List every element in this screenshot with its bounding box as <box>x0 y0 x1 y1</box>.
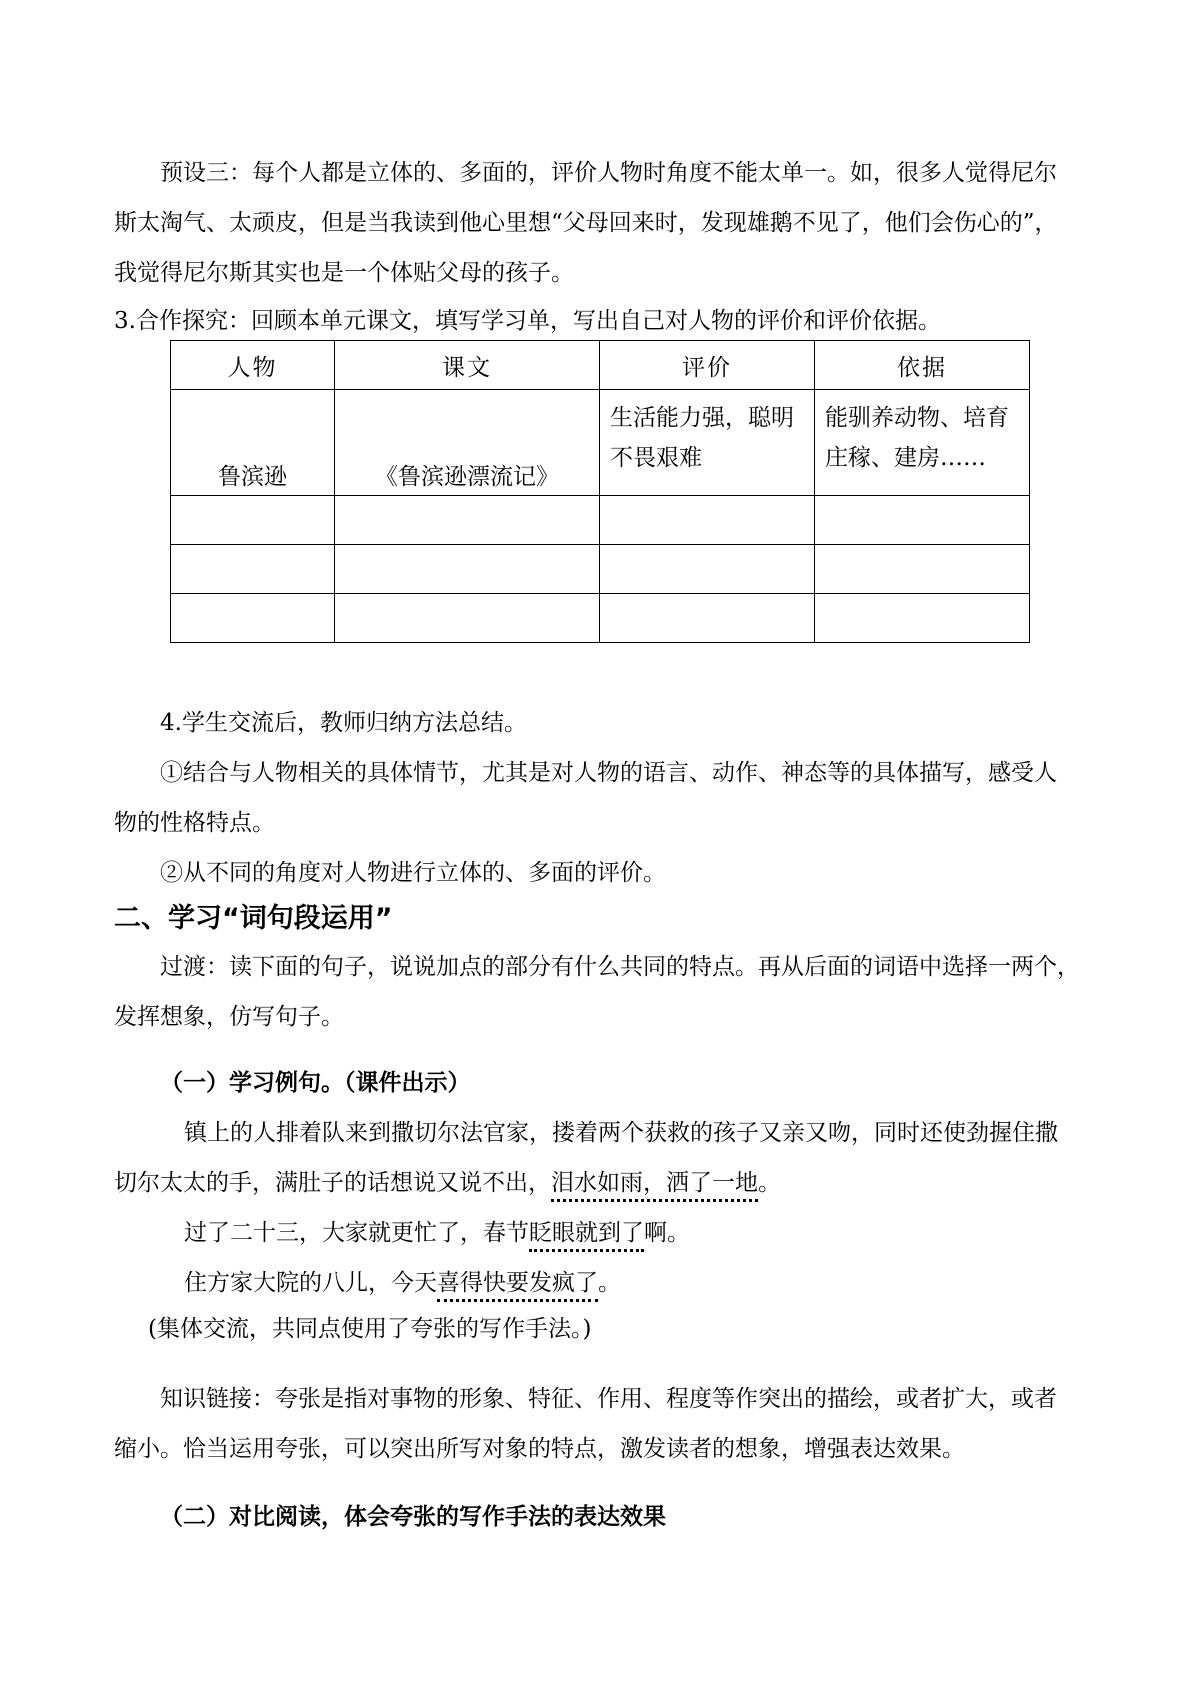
example-1-line-1: 镇上的人排着队来到撒切尔法官家，搂着两个获救的孩子又亲又吻，同时还使劲握住撒 <box>184 1120 1058 1146</box>
cell-person: 鲁滨逊 <box>171 390 335 496</box>
knowledge-link-line-2: 缩小。恰当运用夸张，可以突出所写对象的特点，激发读者的想象，增强表达效果。 <box>114 1436 965 1462</box>
table-header-row <box>171 341 1030 390</box>
item-4-summary: 4.学生交流后，教师归纳方法总结。 <box>160 710 527 736</box>
header-person: 人物 <box>171 341 335 390</box>
cell-evaluation <box>600 390 815 496</box>
evaluation-line-2: 不畏艰难 <box>610 445 702 471</box>
emphasis-dotted-text: 喜得快要发疯了 <box>437 1270 598 1302</box>
header-text: 课文 <box>335 341 600 390</box>
emphasis-dotted-text: 眨眼就到了 <box>529 1220 644 1252</box>
basis-line-2: 庄稼、建房…… <box>825 445 986 471</box>
knowledge-link-line-1: 知识链接：夸张是指对事物的形象、特征、作用、程度等作突出的描绘，或者扩大，或者 <box>160 1386 1057 1412</box>
basis-line-1: 能驯养动物、培育 <box>825 405 1009 431</box>
example-1-line-2: 切尔太太的手，满肚子的话想说又说不出，泪水如雨，洒了一地。 <box>114 1168 781 1198</box>
study-sheet-table <box>170 340 1030 643</box>
subsection-1-title: （一）学习例句。（课件出示） <box>160 1070 471 1096</box>
table-row-empty <box>171 594 1030 643</box>
collective-exchange-note: (集体交流，共同点使用了夸张的写作手法。) <box>148 1316 592 1342</box>
section-2-title: 二、学习“词句段运用” <box>114 903 393 934</box>
evaluation-line-1: 生活能力强，聪明 <box>610 405 794 431</box>
cell-basis <box>815 390 1030 496</box>
emphasis-dotted-text: 泪水如雨，洒了一地 <box>551 1170 758 1202</box>
example-3: 住方家大院的八儿，今天喜得快要发疯了。 <box>184 1268 621 1298</box>
preset3-line-1: 预设三：每个人都是立体的、多面的，评价人物时角度不能太单一。如，很多人觉得尼尔 <box>160 160 1057 186</box>
transition-line-1: 过渡：读下面的句子，说说加点的部分有什么共同的特点。再从后面的词语中选择一两个， <box>160 954 1080 980</box>
method-2: ②从不同的角度对人物进行立体的、多面的评价。 <box>160 860 666 886</box>
cell-text: 《鲁滨逊漂流记》 <box>335 390 600 496</box>
method-1-line-1: ①结合与人物相关的具体情节，尤其是对人物的语言、动作、神态等的具体描写，感受人 <box>160 760 1057 786</box>
example-2: 过了二十三，大家就更忙了，春节眨眼就到了啊。 <box>184 1218 690 1248</box>
method-1-line-2: 物的性格特点。 <box>114 810 275 836</box>
table-row <box>171 390 1030 496</box>
preset3-line-3: 我觉得尼尔斯其实也是一个体贴父母的孩子。 <box>114 260 574 286</box>
subsection-2-title: （二）对比阅读，体会夸张的写作手法的表达效果 <box>160 1504 666 1530</box>
header-evaluation: 评价 <box>600 341 815 390</box>
header-basis: 依据 <box>815 341 1030 390</box>
table-row-empty <box>171 545 1030 594</box>
transition-line-2: 发挥想象，仿写句子。 <box>114 1004 344 1030</box>
preset3-line-2: 斯太淘气、太顽皮，但是当我读到他心里想“父母回来时，发现雄鹅不见了，他们会伤心的”， <box>114 210 1058 236</box>
item-3-cooperative-inquiry: 3.合作探究：回顾本单元课文，填写学习单，写出自己对人物的评价和评价依据。 <box>114 308 941 334</box>
table-row-empty <box>171 496 1030 545</box>
